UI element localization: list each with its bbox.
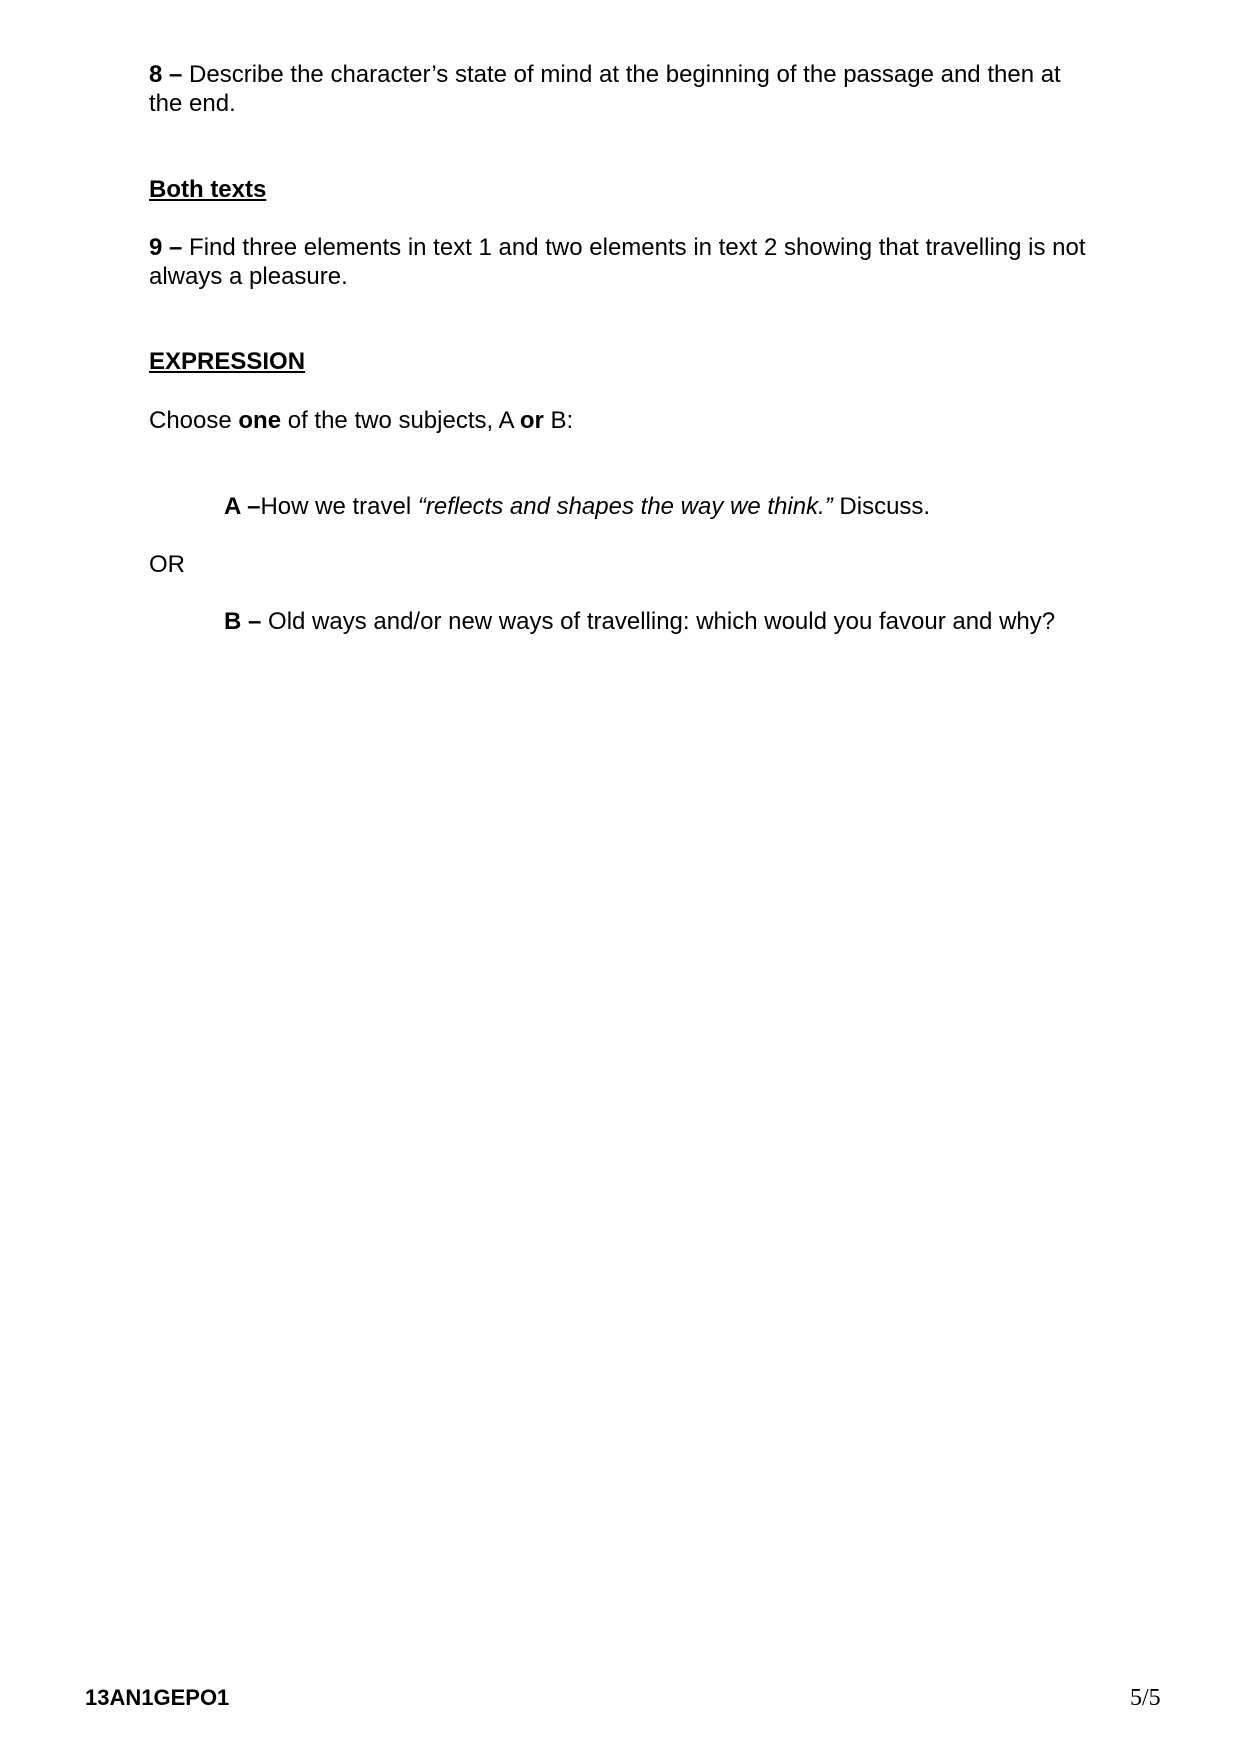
footer-exam-code: 13AN1GEPO1 [85, 1685, 230, 1710]
instruction-bold-one: one [238, 407, 282, 434]
question-9-text: Find three elements in text 1 and two elements in text 2 showing that travelling is not always a pleasure. [149, 234, 1086, 290]
both-texts-heading: Both texts [149, 176, 267, 203]
instruction-part-3: B: [543, 407, 574, 434]
expression-heading: EXPRESSION [149, 348, 306, 375]
question-8-number: 8 – [149, 61, 183, 88]
question-9-number: 9 – [149, 234, 183, 261]
question-9 [149, 233, 1099, 291]
subject-a-text-1: How we travel [260, 493, 418, 520]
subject-a-quote: “reflects and shapes the way we think.” [417, 493, 833, 520]
subject-a-label: A – [224, 493, 261, 520]
instruction-bold-or: or [519, 407, 544, 434]
instruction-part-2: of the two subjects, A [281, 407, 520, 434]
footer-page-number: 5/5 [1130, 1685, 1161, 1711]
question-8-text: Describe the character’s state of mind at the beginning of the passage and then at the end. [149, 61, 1061, 117]
question-8 [149, 60, 1099, 118]
subject-b-text: Old ways and/or new ways of travelling: which would you favour and why? [261, 608, 1056, 635]
subject-b [224, 607, 1124, 636]
subject-b-label: B – [224, 608, 262, 635]
instruction-part-1: Choose [149, 407, 239, 434]
subject-a [224, 492, 1124, 521]
instruction [149, 406, 1099, 435]
or-separator: OR [149, 551, 185, 578]
subject-a-text-2: Discuss. [832, 493, 931, 520]
